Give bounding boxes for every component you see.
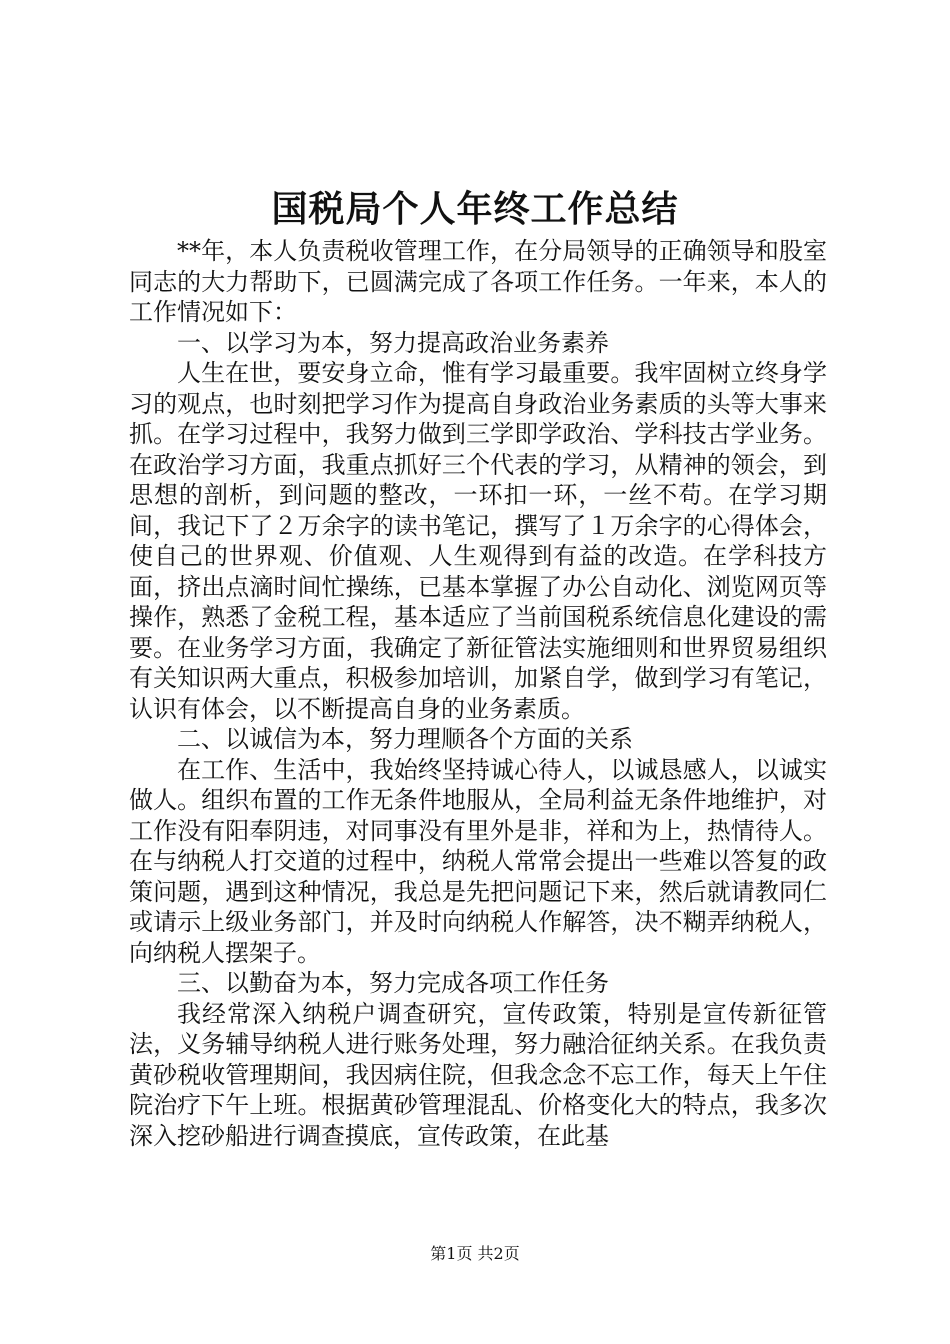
section-heading-1: 一、以学习为本，努力提高政治业务素养: [177, 328, 609, 357]
section-paragraph-2: 在工作、生活中，我始终坚持诚心待人，以诚恳感人，以诚实做人。组织布置的工作无条件地服从，全局利益无条件地维护，对工作没有阳奉阴违，对同事没有里外是非，祥和为上，热情待人。在与纳税人打交道的过程中，纳税人常常会提出一些难以答复的政策问题，遇到这种情况，我总是先把问题记下来，然后就请教同仁或请示上级业务部门，并及时向纳税人作解答，决不糊弄纳税人，向纳税人摆架子。: [129, 755, 827, 967]
section-heading-2: 二、以诚信为本，努力理顺各个方面的关系: [177, 725, 633, 753]
page-number-footer: 第1页 共2页: [430, 1244, 520, 1263]
section-paragraph-1: 人生在世，要安身立命，惟有学习最重要。我牢固树立终身学习的观点，也时刻把学习作为提高自身政治业务素质的头等大事来抓。在学习过程中，我努力做到三学即学政治、学科技古学业务。在政治学习方面，我重点抓好三个代表的学习，从精神的领会，到思想的剖析，到问题的整改，一环扣一环，一丝不苟。在学习期间，我记下了２万余字的读书笔记，撰写了１万余字的心得体会，使自己的世界观、价值观、人生观得到有益的改造。在学科技方面，挤出点滴时间忙操练，已基本掌握了办公自动化、浏览网页等操作，熟悉了金税工程，基本适应了当前国税系统信息化建设的需要。在业务学习方面，我确定了新征管法实施细则和世界贸易组织有关知识两大重点，积极参加培训，加紧自学，做到学习有笔记，认识有体会，以不断提高自身的业务素质。: [129, 359, 827, 723]
section-heading-3: 三、以勤奋为本，努力完成各项工作任务: [177, 969, 609, 997]
document-title: 国税局个人年终工作总结: [271, 188, 679, 230]
section-paragraph-3: 我经常深入纳税户调查研究，宣传政策，特别是宣传新征管法，义务辅导纳税人进行账务处理，努力融洽征纳关系。在我负责黄砂税收管理期间，我因病住院，但我念念不忘工作，每天上午住院治疗下午上班。根据黄砂管理混乱、价格变化大的特点，我多次深入挖砂船进行调查摸底，宣传政策，在此基: [129, 999, 827, 1150]
document-body: [129, 236, 827, 1151]
intro-paragraph: **年，本人负责税收管理工作，在分局领导的正确领导和股室同志的大力帮助下，已圆满完成了各项工作任务。一年来，本人的工作情况如下：: [129, 237, 827, 326]
